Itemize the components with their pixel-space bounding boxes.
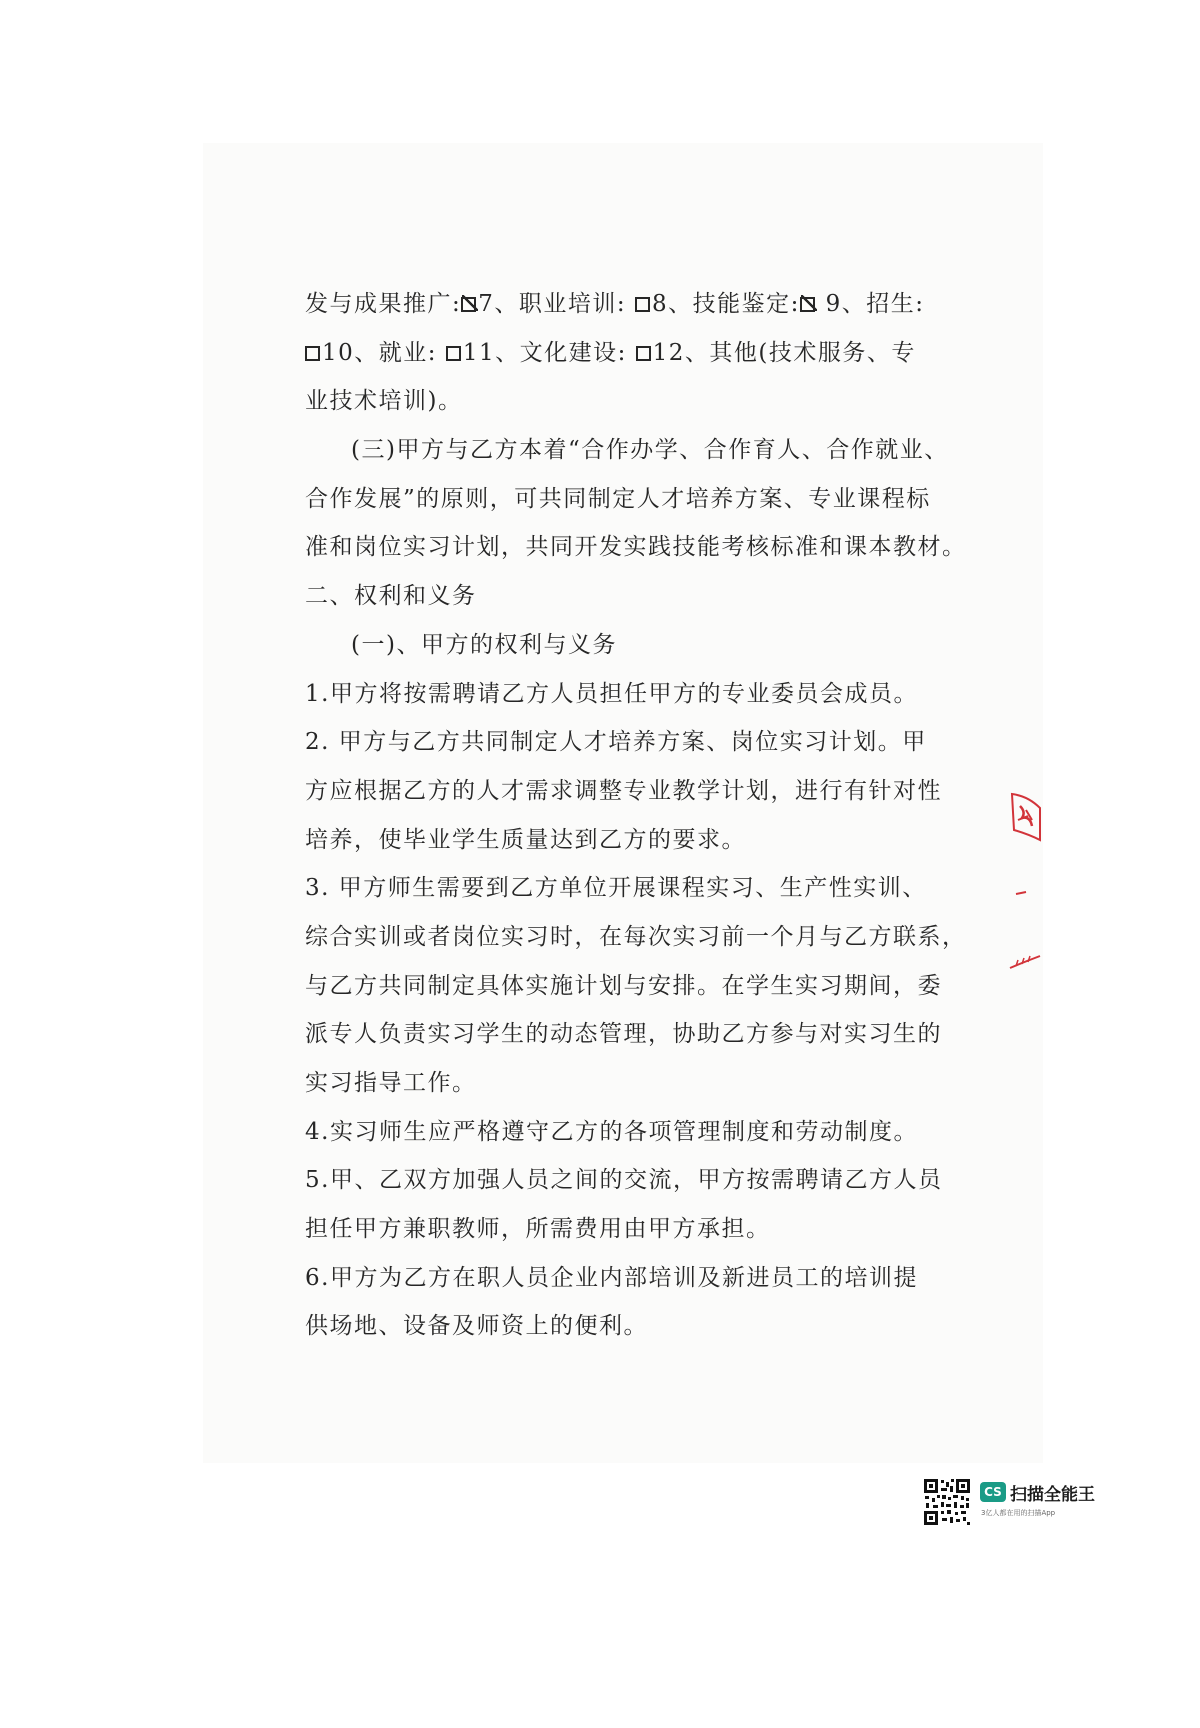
- text-line: 合作发展”的原则，可共同制定人才培养方案、专业课程标: [305, 485, 931, 512]
- text-segment: 12、其他(技术服务、专: [652, 339, 916, 366]
- text-line: 担任甲方兼职教师，所需费用由甲方承担。: [305, 1216, 771, 1243]
- camscanner-name: 扫描全能王: [1010, 1485, 1095, 1505]
- text-line: 供场地、设备及师资上的便利。: [305, 1313, 648, 1340]
- text-segment: 发与成果推广:: [305, 291, 462, 317]
- text-line: 6.甲方为乙方在职人员企业内部培训及新进员工的培训提: [305, 1264, 918, 1291]
- text-line: 培养，使毕业学生质量达到乙方的要求。: [305, 826, 746, 853]
- unchecked-box-icon: [636, 346, 651, 361]
- text-segment: 8、技能鉴定:: [651, 291, 800, 317]
- text-line: 二、权利和义务: [305, 583, 477, 610]
- red-seal-stamp-fragment: [1006, 790, 1046, 980]
- text-line: (一)、甲方的权利与义务: [351, 631, 617, 658]
- unchecked-box-icon: [446, 346, 461, 361]
- text-line: 3. 甲方师生需要到乙方单位开展课程实习、生产性实训、: [305, 875, 927, 902]
- text-line: (三)甲方与乙方本着“合作办学、合作育人、合作就业、: [351, 437, 949, 464]
- qr-code-icon: [923, 1478, 971, 1526]
- text-segment: 11、文化建设:: [462, 339, 636, 366]
- text-line: 与乙方共同制定具体实施计划与安排。在学生实习期间，委: [305, 972, 942, 999]
- document-body: [305, 280, 967, 1351]
- text-line: 1.甲方将按需聘请乙方人员担任甲方的专业委员会成员。: [305, 680, 918, 707]
- unchecked-box-icon: [305, 346, 320, 361]
- text-line: 综合实训或者岗位实习时，在每次实习前一个月与乙方联系，: [305, 923, 967, 950]
- text-line: 准和岗位实习计划，共同开发实践技能考核标准和课本教材。: [305, 534, 967, 561]
- camscanner-tagline: 3亿人都在用的扫描App: [981, 1509, 1056, 1517]
- unchecked-box-icon: [635, 297, 650, 312]
- text-line: 实习指导工作。: [305, 1070, 477, 1096]
- checked-box-icon: [800, 297, 815, 312]
- text-line: 4.实习师生应严格遵守乙方的各项管理制度和劳动制度。: [305, 1118, 918, 1145]
- text-segment: 10、就业:: [322, 339, 446, 366]
- text-line: 派专人负责实习学生的动态管理，协助乙方参与对实习生的: [305, 1021, 942, 1048]
- text-line: 5.甲、乙双方加强人员之间的交流，甲方按需聘请乙方人员: [305, 1167, 943, 1194]
- text-line: 2. 甲方与乙方共同制定人才培养方案、岗位实习计划。甲: [305, 729, 927, 756]
- camscanner-badge-icon: CS: [980, 1482, 1006, 1502]
- text-line: 方应根据乙方的人才需求调整专业教学计划，进行有针对性: [305, 777, 942, 804]
- text-line: 业技术培训)。: [305, 388, 463, 415]
- text-segment: 7、职业培训:: [478, 291, 635, 317]
- text-line: [305, 329, 915, 378]
- camscanner-watermark: [923, 1478, 1103, 1528]
- text-segment: 9、招生:: [816, 291, 925, 317]
- text-line: [305, 280, 925, 329]
- checked-box-icon: [461, 297, 476, 312]
